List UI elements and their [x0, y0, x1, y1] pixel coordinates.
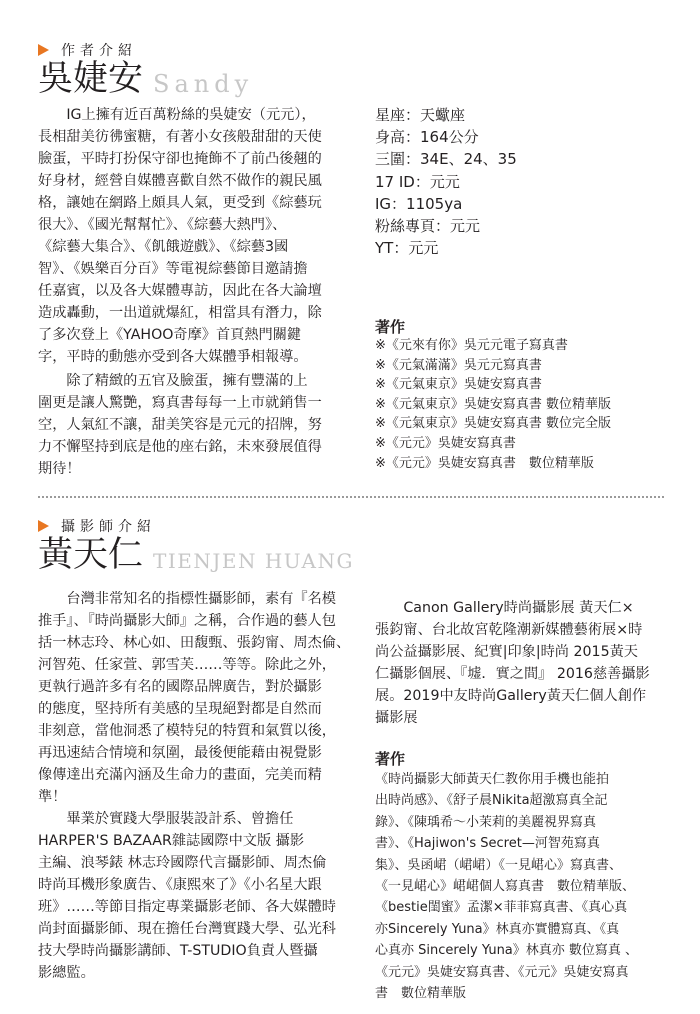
photographer-name — [38, 535, 354, 575]
photographer-works-list — [375, 769, 661, 1004]
bio-line: 時尚耳機形象廣告、《康熙來了》《小名星大跟 — [38, 877, 322, 893]
works-item: ※《元氣東京》吳婕安寫真書 數位精華版 — [375, 396, 612, 412]
bio-line: 臉蛋，平時打扮保守卻也掩飾不了前凸後翹的 — [38, 151, 322, 167]
bio-line: 力不懈堅持到底是他的座右銘，未來發展值得 — [38, 439, 322, 455]
bio-line: 字，平時的動態亦受到各大媒體爭相報導。 — [38, 349, 308, 365]
photographer-section-label: 攝影師介紹 — [61, 519, 156, 535]
bio-line: 班》……等節目指定專業攝影老師、各大媒體時 — [38, 899, 336, 915]
bio-line: HARPER'S BAZAAR雜誌國際中文版 攝影 — [38, 833, 305, 849]
bio-line: 括一林志玲、林心如、田馥甄、張鈞甯、周杰倫、 — [38, 635, 350, 651]
bio-line: 智》、《娛樂百分百》等電視綜藝節目邀請擔 — [38, 261, 308, 277]
bio-line: 造成轟動，一出道就爆紅，相當具有潛力，除 — [38, 305, 322, 321]
bio-line: IG上擁有近百萬粉絲的吳婕安（元元）， — [38, 107, 316, 123]
works-line: 亦Sincerely Yuna》林真亦實體寫真、《真 — [375, 921, 620, 937]
works-line: 書 數位精華版 — [375, 986, 467, 1002]
info-line: 身高：164公分 — [375, 128, 479, 147]
info-line: YT：元元 — [375, 239, 439, 258]
orange-triangle-icon — [38, 44, 49, 56]
works-line: 集》、吳函峮（峮峮）《一見峮心》寫真書、 — [375, 857, 623, 873]
bio-line: 空，人氣紅不讓，甜美笑容是元元的招牌，努 — [38, 417, 322, 433]
author-bio-paragraph-2 — [38, 370, 348, 480]
works-line: 《bestie閨蜜》孟潔×菲菲寫真書、《真心真 — [375, 900, 628, 916]
bio-line: 圍更是讓人驚艷，寫真書每每一上市就銷售一 — [38, 395, 322, 411]
bio-line: 準！ — [38, 789, 67, 805]
works-line: 心真亦 Sincerely Yuna》林真亦 數位寫真 、 — [375, 943, 639, 959]
author-name-cn: 吳婕安 — [38, 59, 144, 99]
exhibition-line: 張鈞甯、台北故宮乾隆潮新媒體藝術展×時 — [375, 622, 643, 638]
exhibition-line: 尚公益攝影展、紀實|印象|時尚 2015黃天 — [375, 644, 638, 660]
works-item: ※《元來有你》吳元元電子寫真書 — [375, 338, 568, 353]
bio-line: 影總監。 — [38, 965, 95, 981]
photographer-bio-paragraph-1 — [38, 588, 350, 808]
works-line: 《元元》吳婕安寫真書、《元元》吳婕安寫真 — [375, 964, 629, 980]
bio-line: 技大學時尚攝影講師、T-STUDIO負責人暨攝 — [38, 943, 318, 959]
works-item: ※《元氣東京》吳婕安寫真書 數位完全版 — [375, 416, 612, 432]
section-divider — [38, 496, 664, 498]
bio-line: 非刻意，當他洞悉了模特兒的特質和氣質以後， — [38, 723, 336, 739]
photographer-works-title: 著作 — [375, 750, 406, 768]
bio-line: 更執行過許多有名的國際品牌廣告，對於攝影 — [38, 679, 322, 695]
bio-line: 台灣非常知名的指標性攝影師，素有『名模 — [38, 591, 336, 607]
bio-line: 推手』、『時尚攝影大師』之稱，合作過的藝人包 — [38, 613, 336, 629]
bio-line: 長相甜美彷彿蜜糖，有著小女孩般甜甜的天使 — [38, 129, 322, 145]
bio-line: 很大》、《國光幫幫忙》、《綜藝大熱門》、 — [38, 217, 287, 233]
works-line: 出時尚感》、《舒子晨Nikita超激寫真全記 — [375, 793, 608, 809]
bio-line: 期待！ — [38, 461, 81, 477]
bio-line: 的態度，堅持所有美感的呈現絕對都是自然而 — [38, 701, 322, 717]
bio-line: 任嘉賓，以及各大媒體專訪，因此在各大論壇 — [38, 283, 322, 299]
works-line: 《一見峮心》峮峮個人寫真書 數位精華版、 — [375, 879, 636, 895]
bio-line: 了多次登上《YAHOO奇摩》首頁熱門關鍵 — [38, 327, 302, 343]
info-line: IG：1105ya — [375, 194, 463, 213]
bio-line: 尚封面攝影師、現在擔任台灣實踐大學、弘光科 — [38, 921, 336, 937]
author-works-title: 著作 — [375, 318, 406, 336]
author-name-en: Sandy — [153, 70, 254, 98]
exhibition-line: 展。2019中友時尚Gallery黃天仁個人創作 — [375, 688, 647, 704]
works-item: ※《元氣東京》吳婕安寫真書 — [375, 377, 542, 393]
exhibition-line: 仁攝影個展、『墟．實之間』 2016慈善攝影 — [375, 666, 650, 682]
photographer-name-cn: 黃天仁 — [38, 535, 144, 575]
author-bio-paragraph-1 — [38, 104, 348, 368]
info-line: 17 ID：元元 — [375, 172, 460, 191]
bio-line: 河智苑、任家萱、郭雪芙……等等。除此之外， — [38, 657, 336, 673]
info-line: 粉絲專頁：元元 — [375, 217, 481, 236]
works-line: 錄》、《陳瑀希～小茉莉的美麗視界寫真 — [375, 814, 597, 830]
bio-line: 好身材，經營自媒體喜歡自然不做作的親民風 — [38, 173, 322, 189]
photographer-bio-paragraph-2 — [38, 808, 350, 984]
author-profile-info — [375, 104, 517, 259]
exhibition-line: 攝影展 — [375, 710, 418, 726]
info-line: 星座：天蠍座 — [375, 106, 466, 124]
author-section-header — [38, 40, 137, 60]
works-line: 《時尚攝影大師黃天仁教你用手機也能拍 — [375, 772, 610, 787]
bio-line: 再迅速結合情境和氛圍，最後便能藉由視覺影 — [38, 745, 322, 761]
photographer-section-header — [38, 516, 156, 536]
bio-line: 《綜藝大集合》、《飢餓遊戲》、《綜藝3國 — [38, 239, 289, 255]
exhibition-line: Canon Gallery時尚攝影展 黃天仁× — [375, 600, 634, 616]
works-item: ※《元元》吳婕安寫真書 數位精華版 — [375, 455, 594, 471]
bio-line: 格，讓她在網路上頗具人氣，更受到《綜藝玩 — [38, 195, 322, 211]
author-name — [38, 59, 254, 99]
photographer-name-en: TIENJEN HUANG — [153, 549, 354, 573]
author-section-label: 作者介紹 — [61, 43, 137, 59]
works-item: ※《元氣滿滿》吳元元寫真書 — [375, 357, 542, 373]
works-line: 書》、《Hajiwon's Secret—河智苑寫真 — [375, 836, 600, 852]
info-line: 三圍：34E、24、35 — [375, 150, 517, 169]
author-works-list — [375, 336, 611, 473]
bio-line: 主編、浪琴錶 林志玲國際代言攝影師、周杰倫 — [38, 855, 327, 871]
photographer-exhibitions — [375, 597, 663, 729]
orange-triangle-icon — [38, 520, 49, 532]
bio-line: 除了精緻的五官及臉蛋，擁有豐滿的上 — [38, 373, 308, 389]
works-item: ※《元元》吳婕安寫真書 — [375, 435, 516, 451]
bio-line: 畢業於實踐大學服裝設計系、曾擔任 — [38, 811, 294, 827]
bio-line: 像傳達出充滿內涵及生命力的畫面，完美而精 — [38, 767, 322, 783]
